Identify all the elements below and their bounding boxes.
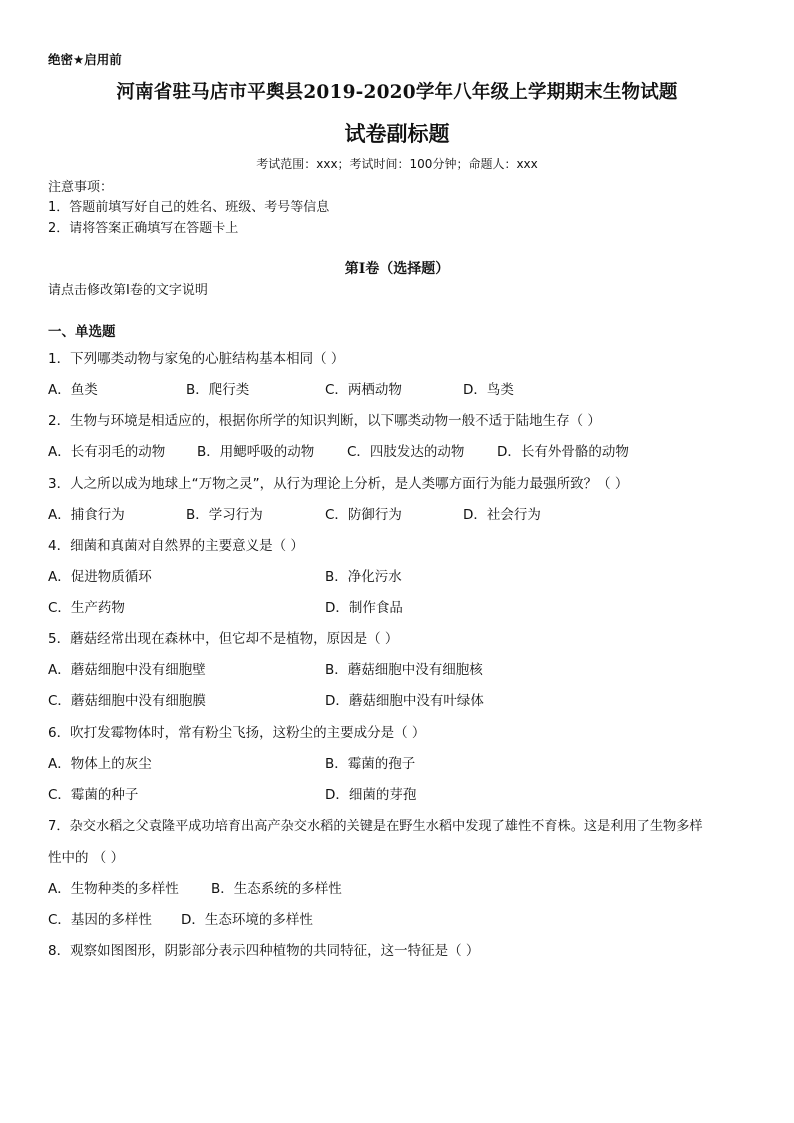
question-5-option-a: A．蘑菇细胞中没有细胞壁 [48, 662, 206, 678]
question-1-stem: 1．下列哪类动物与家兔的心脏结构基本相同（ ） [48, 351, 345, 367]
question-5-option-d: D．蘑菇细胞中没有叶绿体 [325, 693, 484, 709]
exam-title: 河南省驻马店市平舆县2019-2020学年八年级上学期期末生物试题 [116, 82, 678, 103]
exam-subtitle: 试卷副标题 [344, 121, 450, 146]
question-2-option-c: C．四肢发达的动物 [347, 444, 465, 460]
question-3-option-b: B．学习行为 [186, 507, 263, 523]
question-6-option-b: B．霉菌的孢子 [325, 756, 416, 772]
question-1-option-d: D．鸟类 [463, 382, 514, 398]
question-2-stem: 2．生物与环境是相适应的，根据你所学的知识判断，以下哪类动物一般不适于陆地生存（ ） [48, 413, 601, 429]
exam-info: 考试范围：xxx；考试时间：100分钟；命题人：xxx [256, 157, 538, 171]
question-6-option-c: C．霉菌的种子 [48, 787, 139, 803]
question-4-option-b: B．净化污水 [325, 569, 402, 585]
question-7-option-d: D．生态环境的多样性 [181, 912, 313, 928]
question-5-option-b: B．蘑菇细胞中没有细胞核 [325, 662, 483, 678]
question-7-option-b: B．生态系统的多样性 [211, 881, 342, 897]
question-8-stem: 8．观察如图图形，阴影部分表示四种植物的共同特征，这一特征是（ ） [48, 943, 480, 959]
question-4-stem: 4．细菌和真菌对自然界的主要意义是（ ） [48, 538, 304, 554]
question-1-option-b: B．爬行类 [186, 382, 250, 398]
confidential-label: 绝密★启用前 [48, 52, 122, 67]
question-3-option-a: A．捕食行为 [48, 507, 125, 523]
part-title: 一、单选题 [48, 324, 116, 340]
question-3-option-c: C．防御行为 [325, 507, 402, 523]
question-6-option-d: D．细菌的芽孢 [325, 787, 417, 803]
question-2-option-a: A．长有羽毛的动物 [48, 444, 166, 460]
question-7-option-c: C．基因的多样性 [48, 912, 152, 928]
question-2-option-d: D．长有外骨骼的动物 [497, 444, 629, 460]
question-4-option-a: A．促进物质循环 [48, 569, 152, 585]
question-5-option-c: C．蘑菇细胞中没有细胞膜 [48, 693, 206, 709]
question-6-stem: 6．吹打发霉物体时，常有粉尘飞扬，这粉尘的主要成分是（ ） [48, 725, 426, 741]
question-1-option-a: A．鱼类 [48, 382, 98, 398]
question-3-stem: 3．人之所以成为地球上“万物之灵”，从行为理论上分析，是人类哪方面行为能力最强所致？（ ） [48, 476, 629, 492]
notice-item: 1．答题前填写好自己的姓名、班级、考号等信息 [48, 200, 330, 215]
notice-heading: 注意事项： [48, 180, 114, 195]
question-4-option-c: C．生产药物 [48, 600, 125, 616]
question-2-option-b: B．用鳃呼吸的动物 [197, 444, 315, 460]
section-description[interactable]: 请点击修改第I卷的文字说明 [48, 283, 208, 298]
question-7-option-a: A．生物种类的多样性 [48, 881, 179, 897]
notice-item: 2．请将答案正确填写在答题卡上 [48, 221, 239, 236]
question-7-stem: 7．杂交水稻之父袁隆平成功培育出高产杂交水稻的关键是在野生水稻中发现了雄性不育株。这是利用了生物多样 [48, 819, 703, 834]
question-5-stem: 5．蘑菇经常出现在森林中，但它却不是植物，原因是（ ） [48, 631, 399, 647]
question-7-stem-continued: 性中的 （ ） [48, 850, 125, 866]
question-4-option-d: D．制作食品 [325, 600, 403, 616]
question-6-option-a: A．物体上的灰尘 [48, 756, 152, 772]
section-title: 第I卷（选择题） [344, 261, 450, 277]
question-1-option-c: C．两栖动物 [325, 382, 402, 398]
question-3-option-d: D．社会行为 [463, 507, 541, 523]
